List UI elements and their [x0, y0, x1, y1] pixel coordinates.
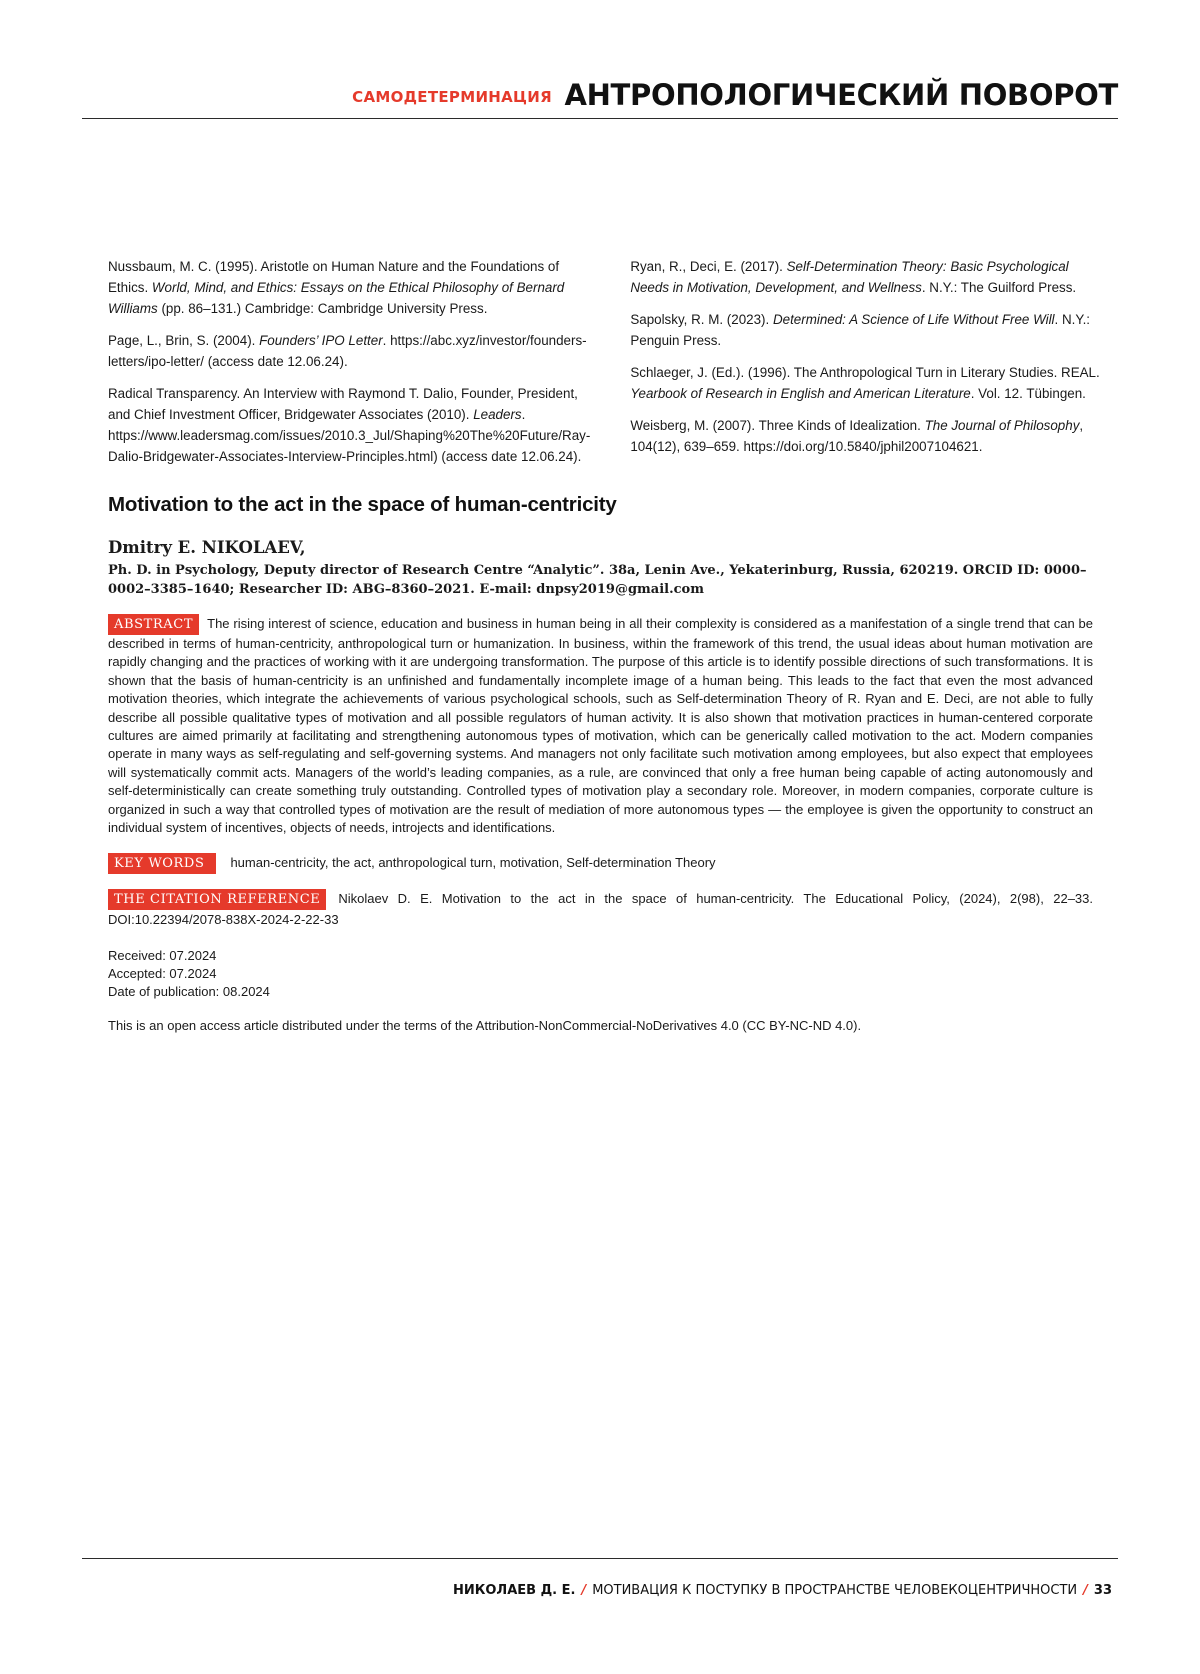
abstract-text: The rising interest of science, education and business in human being in all their complexity is considered as a manifestation of a single trend that can be described in terms of human-centricity, anthropological turn or humanization. In business, within the framework of this trend, the usual ideas about human motivation are rapidly changing and the practices of working with it are undergoing transformation. The purpose of this article is to identify possible directions of such transformations. It is shown that the basis of human-centricity is an unfinished and fundamentally incomplete image of a human being. This leads to the fact that even the most advanced motivation theories, which integrate the achievements of various psychological schools, such as Self-determination Theory of R. Ryan and E. Deci, are not able to fully describe all possible qualitative types of motivation and all possible regulators of human activity. It is also shown that motivation practices in human-centered corporate cultures are aimed primarily at facilitating and strengthening autonomous types of motivation, which can be generically called motivation to the act. Modern companies operate in many ways as self-regulating and self-governing systems. And managers not only facilitate such motivation among employees, but also expect that employees will systematically commit acts. Managers of the world’s leading companies, as a rule, are convinced that only a free human being capable of acting autonomously and self-deterministically can create something truly outstanding. Controlled types of motivation play a secondary role. Moreover, in modern companies, corporate culture is organized in such a way that controlled types of motivation are the result of mediation of more autonomous types — the employee is given the opportunity to construct an individual system of incentives, objects of needs, introjects and identifications.: [108, 616, 1093, 836]
references-left-column: [108, 256, 590, 478]
running-header: [82, 78, 1118, 119]
publication-dates: [108, 947, 270, 1001]
references: [108, 256, 1108, 478]
license-note: This is an open access article distributed under the terms of the Attribution-NonCommercial-NoDerivatives 4.0 (CC BY-NC-ND 4.0).: [108, 1018, 862, 1033]
author-name: Dmitry E. NIKOLAEV,: [108, 538, 306, 557]
article-title: Motivation to the act in the space of human-centricity: [108, 493, 617, 516]
running-footer: [453, 1583, 1112, 1598]
citation-reference: [108, 889, 1093, 929]
reference-item: Ryan, R., Deci, E. (2017). Self-Determination Theory: Basic Psychological Needs in Motivation, Development, and Wellness. N.Y.: The Guilford Press.: [630, 259, 1077, 295]
reference-item: Sapolsky, R. M. (2023). Determined: A Science of Life Without Free Will. N.Y.: Penguin Press.: [630, 312, 1091, 348]
footer-separator: /: [581, 1583, 587, 1598]
reference-item: Nussbaum, M. C. (1995). Aristotle on Human Nature and the Foundations of Ethics. World, Mind, and Ethics: Essays on the Ethical Philosophy of Bernard Williams (pp. 86–131.) Cambridge: Cambridge University Press.: [108, 259, 565, 316]
accepted-date: Accepted: 07.2024: [108, 966, 217, 981]
reference-item: Page, L., Brin, S. (2004). Founders’ IPO Letter. https://abc.xyz/investor/founders-letters/ipo-letter/ (access date 12.06.24).: [108, 333, 587, 369]
keywords: [108, 853, 1093, 874]
references-right-column: [630, 256, 1108, 478]
abstract: [108, 614, 1093, 837]
received-date: Received: 07.2024: [108, 948, 217, 963]
citation-text: Nikolaev D. E. Motivation to the act in the space of human-centricity. The Educational Policy, (2024), 2(98), 22–33. DOI:10.22394/2078-838X-2024-2-22-33: [108, 891, 1093, 927]
reference-item: Weisberg, M. (2007). Three Kinds of Idealization. The Journal of Philosophy, 104(12), 639–659. https://doi.org/10.5840/jphil2007104621.: [630, 418, 1084, 454]
footer-rule: [82, 1558, 1118, 1559]
page-number: 33: [1093, 1583, 1112, 1598]
abstract-label: ABSTRACT: [108, 614, 199, 635]
reference-item: Radical Transparency. An Interview with Raymond T. Dalio, Founder, President, and Chief Investment Officer, Bridgewater Associates (2010). Leaders. https://www.leadersmag.com/issues/2010.3_Jul/Shaping%20The%20Future/Ray-Dalio-Bridgewater-Associates-Interview-Principles.html) (access date 12.06.24).: [108, 386, 591, 464]
footer-separator: /: [1083, 1583, 1088, 1598]
footer-author: НИКОЛАЕВ Д. Е.: [452, 1583, 576, 1598]
keywords-text: human-centricity, the act, anthropological turn, motivation, Self-determination Theory: [230, 855, 716, 870]
footer-running-title: МОТИВАЦИЯ К ПОСТУПКУ В ПРОСТРАНСТВЕ ЧЕЛОВЕКОЦЕНТРИЧНОСТИ: [592, 1583, 1078, 1598]
publication-date: Date of publication: 08.2024: [108, 984, 270, 999]
citation-label: THE CITATION REFERENCE: [108, 889, 326, 910]
keywords-label: KEY WORDS: [108, 853, 216, 874]
header-title: АНТРОПОЛОГИЧЕСКИЙ ПОВОРОТ: [564, 78, 1118, 112]
reference-item: Schlaeger, J. (Ed.). (1996). The Anthropological Turn in Literary Studies. REAL. Yearbook of Research in English and American Literature. Vol. 12. Tübingen.: [630, 365, 1100, 401]
author-affiliation: Ph. D. in Psychology, Deputy director of Research Centre “Analytic”. 38a, Lenin Ave., Yekaterinburg, Russia, 620219. ORCID ID: 0000–0002–3385–1640; Researcher ID: ABG–8360–2021. E-mail: dnpsy2019@gmail.com: [108, 563, 1087, 597]
header-section: САМОДЕТЕРМИНАЦИЯ: [352, 88, 552, 106]
